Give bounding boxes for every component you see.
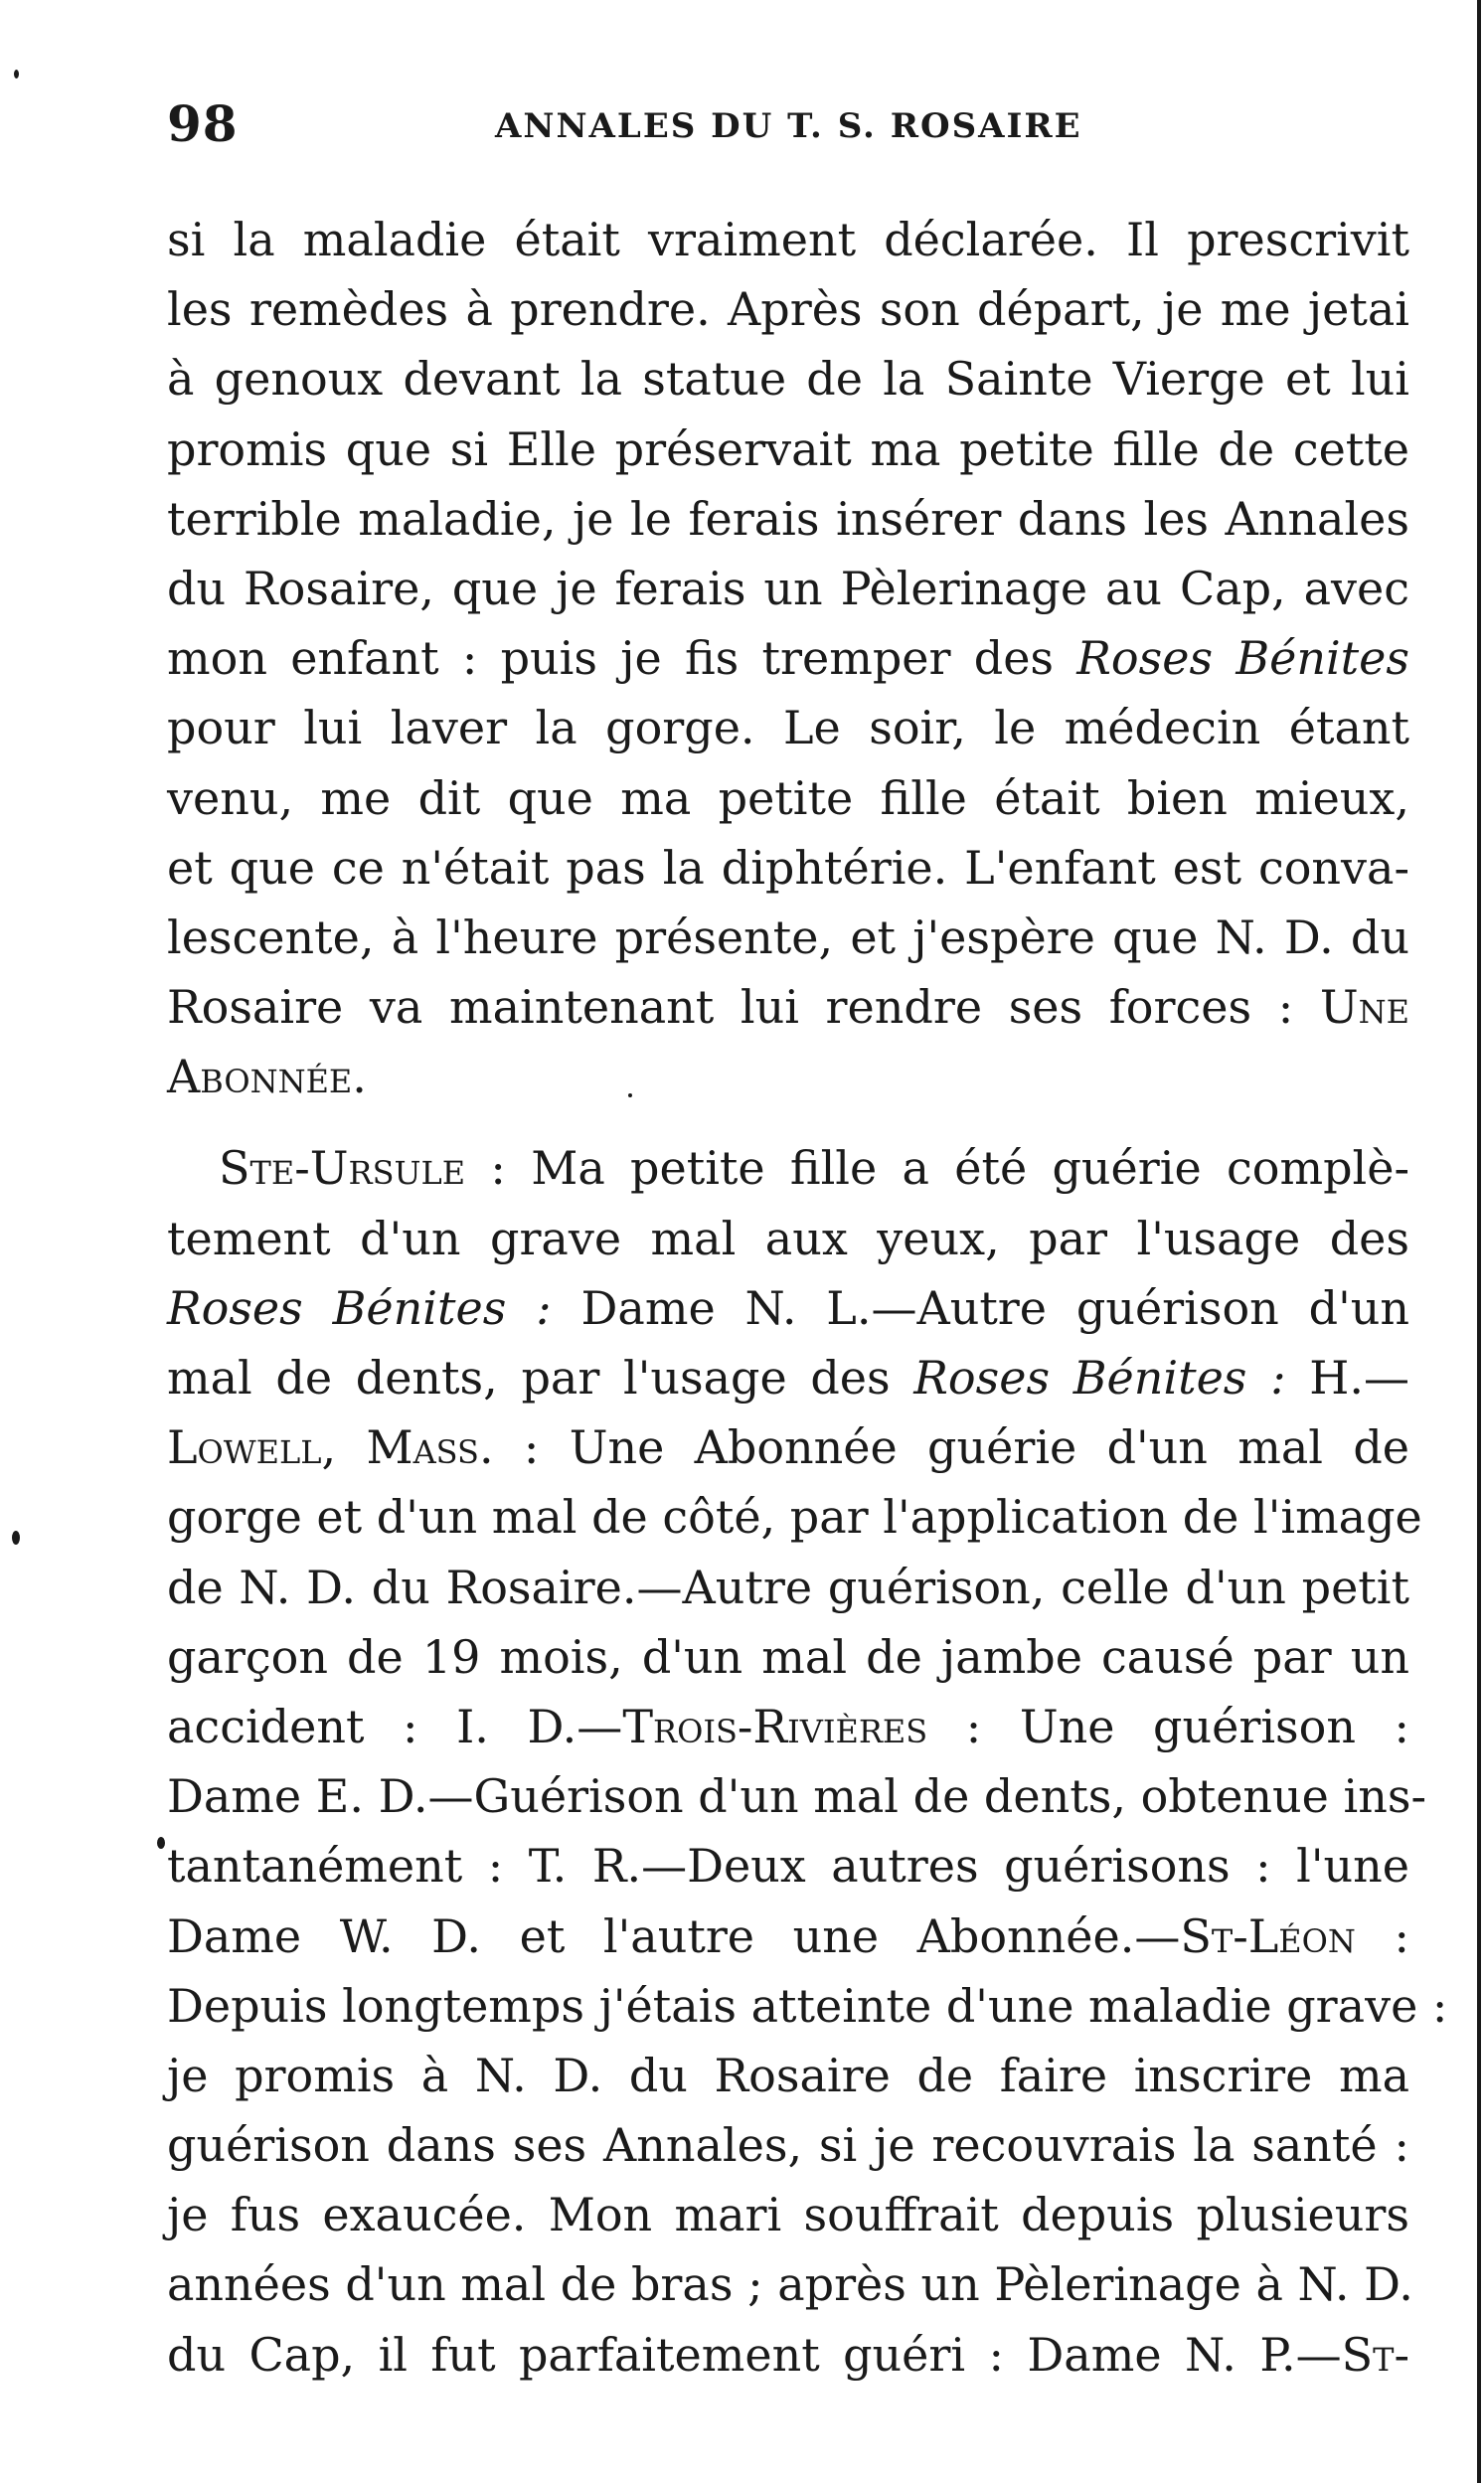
italic-phrase: Roses Bénites (1076, 631, 1409, 686)
text-segment: du Cap, il fut parfaitement guéri : Dame N. P.— (167, 2327, 1342, 2382)
text-line: pour lui laver la gorge. Le soir, le médecin étant (167, 701, 1409, 755)
text-segment: Une guérison : (1019, 1699, 1410, 1753)
text-line: Depuis longtemps j'étais atteinte d'une maladie grave : (167, 1978, 1448, 2033)
text-segment: mon enfant : puis je fis tremper des (167, 631, 1055, 686)
page-edge-rule (1477, 0, 1481, 2483)
text-segment: Ma petite fille a été guérie complè- (531, 1141, 1409, 1196)
text-line: garçon de 19 mois, d'un mal de jambe causé par un (167, 1629, 1409, 1684)
text-segment: Dame N. L.—Autre guérison d'un (580, 1280, 1409, 1335)
paragraph-gap (167, 1111, 1409, 1133)
text-line: guérison dans ses Annales, si je recouvrais la santé : (167, 2118, 1409, 2173)
smallcaps-word: Une (1319, 980, 1409, 1035)
text-line (167, 1273, 1409, 1343)
text-line: si la maladie était vraiment déclarée. Il prescrivit (167, 213, 1409, 266)
text-line (167, 1902, 1409, 1971)
text-line: à genoux devant la statue de la Sainte Vierge et lui (167, 352, 1409, 407)
text-line (167, 2320, 1409, 2390)
text-line (167, 1343, 1409, 1412)
place-name: Lowell, Mass. : (167, 1420, 540, 1475)
text-segment: Dame W. D. et l'autre une Abonnée.— (167, 1908, 1181, 1963)
italic-phrase: Roses Bénites : (167, 1280, 552, 1335)
text-line (167, 623, 1409, 693)
text-line: terrible maladie, je le ferais insérer dans les Annales (167, 491, 1409, 546)
text-line: je fus exaucée. Mon mari souffrait depuis plusieurs (167, 2188, 1409, 2242)
ink-speck (157, 1837, 165, 1849)
text-segment: H.— (1309, 1351, 1409, 1405)
text-segment: Une Abonnée guérie d'un mal de (569, 1420, 1409, 1475)
running-title: ANNALES DU T. S. ROSAIRE (495, 106, 1082, 146)
ink-speck (12, 1531, 20, 1545)
text-line: tement d'un grave mal aux yeux, par l'usage des (167, 1211, 1409, 1265)
text-line: années d'un mal de bras ; après un Pèlerinage à N. D. (167, 2257, 1413, 2312)
text-segment: Rosaire va maintenant lui rendre ses forces : (167, 980, 1294, 1035)
text-line: du Rosaire, que je ferais un Pèlerinage au Cap, avec (167, 561, 1409, 615)
text-line: je promis à N. D. du Rosaire de faire inscrire ma (167, 2048, 1409, 2102)
text-segment: mal de dents, par l'usage des (167, 1351, 891, 1405)
ink-speck (628, 1093, 632, 1097)
place-name: St- (1341, 2327, 1409, 2382)
text-line: gorge et d'un mal de côté, par l'application de l'image (167, 1490, 1422, 1545)
text-line (167, 1133, 1409, 1203)
text-segment: accident : I. D.— (167, 1699, 623, 1753)
text-line: et que ce n'était pas la diphtérie. L'enfant est conva- (167, 840, 1409, 895)
text-line (167, 972, 1409, 1042)
place-name: Ste-Ursule : (219, 1141, 506, 1196)
text-line: de N. D. du Rosaire.—Autre guérison, celle d'un petit (167, 1560, 1409, 1614)
page-number: 98 (167, 94, 239, 153)
text-line: lescente, à l'heure présente, et j'espère que N. D. du (167, 910, 1409, 964)
text-line: tantanément : T. R.—Deux autres guérisons : l'une (167, 1839, 1409, 1894)
text-line (167, 1042, 1409, 1111)
signature: Abonnée. (167, 1050, 367, 1104)
text-line (167, 1692, 1409, 1761)
page-header (167, 94, 1424, 164)
place-name: St-Léon : (1180, 1908, 1409, 1963)
ink-speck (14, 70, 19, 79)
italic-phrase: Roses Bénites : (913, 1351, 1286, 1405)
text-line (167, 1412, 1409, 1482)
text-line: Dame E. D.—Guérison d'un mal de dents, obtenue ins- (167, 1769, 1426, 1824)
body-text (167, 205, 1448, 2390)
text-line: promis que si Elle préservait ma petite fille de cette (167, 421, 1409, 476)
text-line: venu, me dit que ma petite fille était bien mieux, (167, 770, 1409, 825)
text-line: les remèdes à prendre. Après son départ, je me jetai (167, 282, 1409, 337)
place-name: Trois-Rivières : (622, 1699, 982, 1753)
